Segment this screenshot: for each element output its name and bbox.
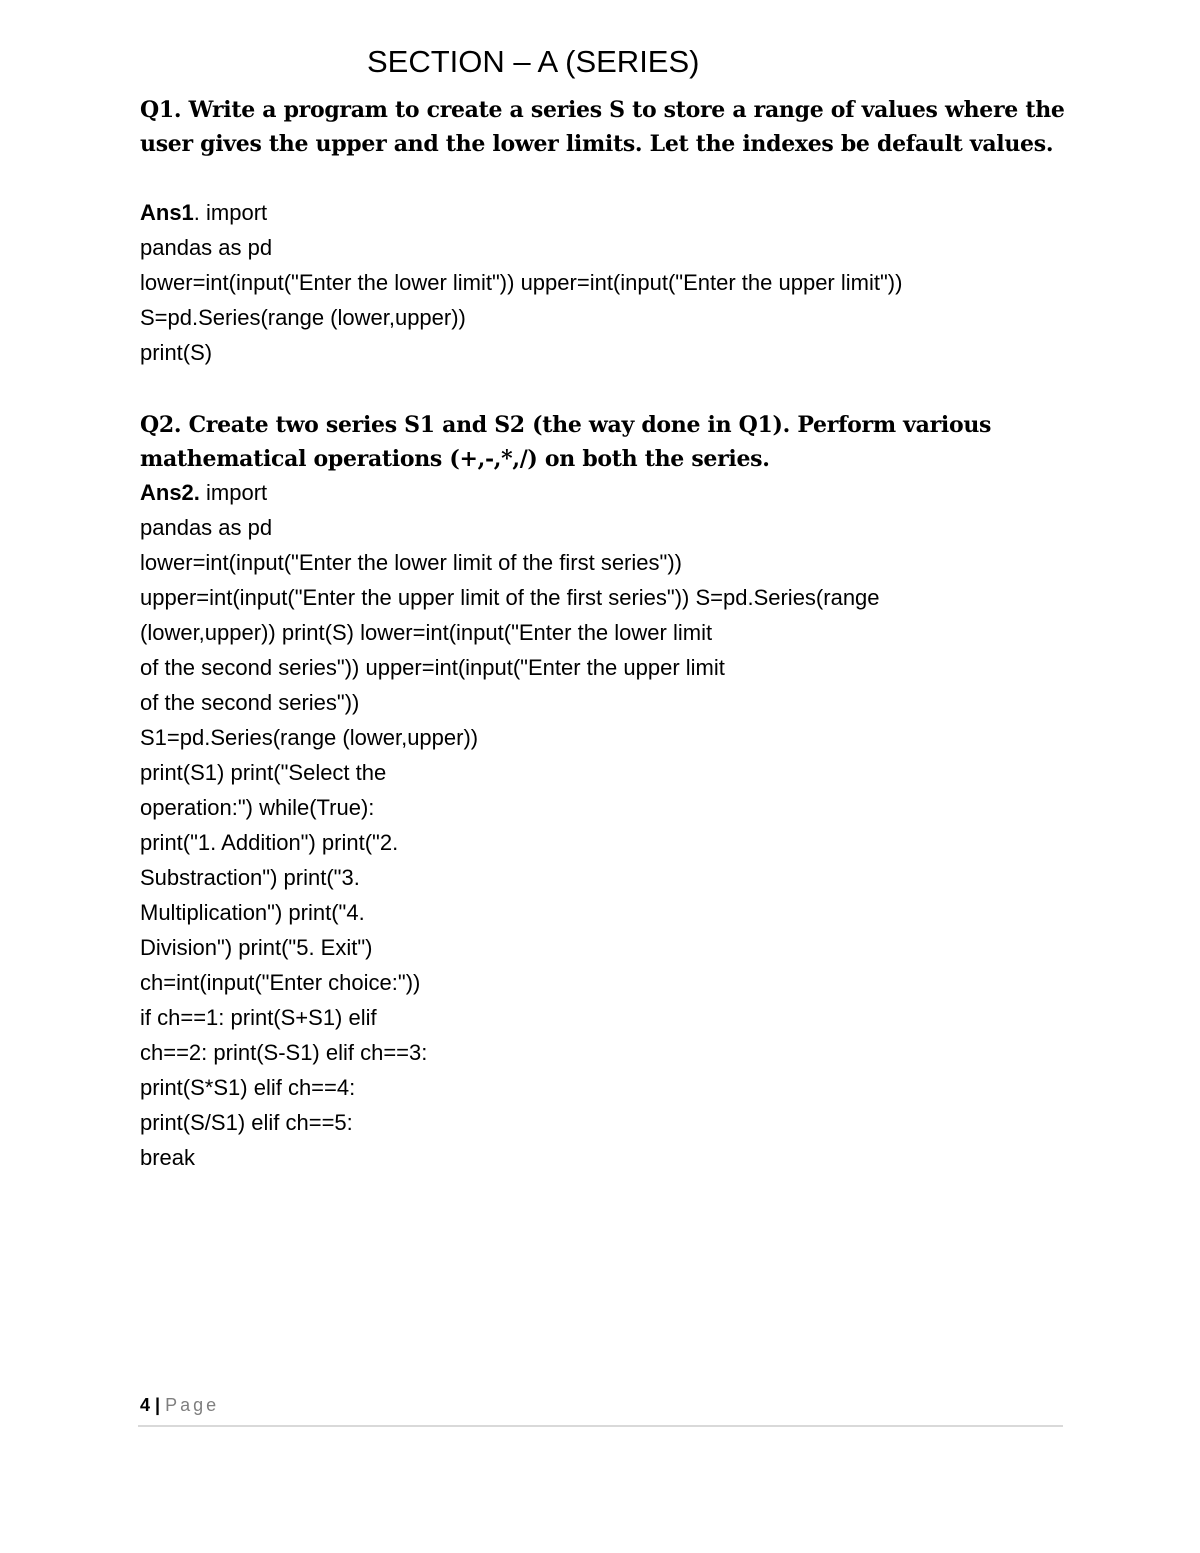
answer-line [140,195,902,230]
page-word: Page [165,1395,220,1415]
page-number: 4 [140,1395,151,1415]
answer-line: Division") print("5. Exit") [140,935,373,960]
answer-line: pandas as pd [140,515,273,540]
page-footer [140,1392,219,1418]
question-2: Q2. Create two series S1 and S2 (the way done in Q1). Perform various mathematical operations (+,-,*,/) on both the series. [140,412,992,472]
answer-line: S1=pd.Series(range (lower,upper)) [140,725,479,750]
question-1: Q1. Write a program to create a series S to store a range of values where the user gives the upper and the lower limits. Let the indexes be default values. [140,97,1065,157]
footer-divider [138,1425,1063,1427]
answer-line: print(S1) print("Select the [140,760,387,785]
answer-line-text: import [199,480,268,505]
answer-line: break [140,1145,196,1170]
answer-label: Ans2. [140,480,200,505]
answer-line: print(S/S1) elif ch==5: [140,1110,353,1135]
answer-line: print(S) [140,340,213,365]
answer-line: of the second series")) upper=int(input("Enter the upper limit [140,655,725,680]
answer-line: Substraction") print("3. [140,865,360,890]
answer-line: print(S*S1) elif ch==4: [140,1075,356,1100]
answer-line: lower=int(input("Enter the lower limit of the first series")) [140,550,682,575]
answer-line: pandas as pd [140,235,273,260]
section-title: SECTION – A (SERIES) [367,44,700,79]
answer-line-text: . import [193,200,268,225]
answer-line: (lower,upper)) print(S) lower=int(input("Enter the lower limit [140,620,713,645]
answer-line: of the second series")) [140,690,360,715]
answer-line [140,475,880,510]
answer-line: S=pd.Series(range (lower,upper)) [140,305,466,330]
answer-1 [140,195,902,370]
answer-line: operation:") while(True): [140,795,375,820]
answer-line: upper=int(input("Enter the upper limit of the first series")) S=pd.Series(range [140,585,880,610]
answer-line: if ch==1: print(S+S1) elif [140,1005,377,1030]
answer-line: ch=int(input("Enter choice:")) [140,970,421,995]
answer-line: ch==2: print(S-S1) elif ch==3: [140,1040,428,1065]
footer-separator: | [155,1395,161,1415]
answer-2 [140,475,880,1175]
answer-line: Multiplication") print("4. [140,900,365,925]
answer-line: lower=int(input("Enter the lower limit")) upper=int(input("Enter the upper limit")) [140,270,903,295]
answer-label: Ans1 [140,200,194,225]
answer-line: print("1. Addition") print("2. [140,830,399,855]
